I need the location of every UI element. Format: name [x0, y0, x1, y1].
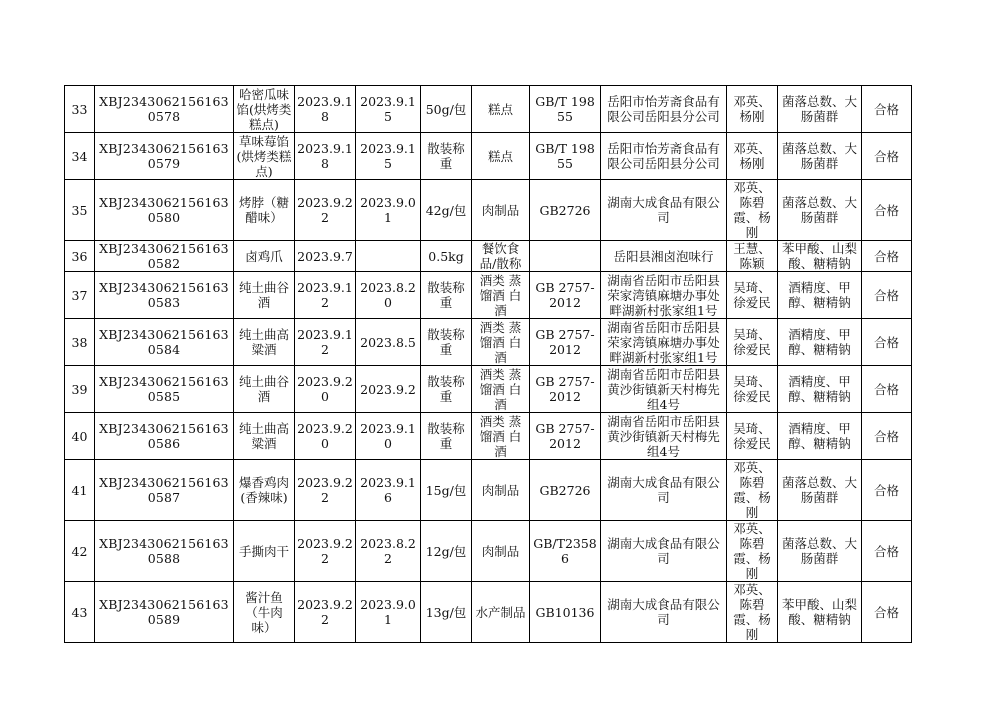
cell-company: 湖南大成食品有限公司: [601, 460, 727, 521]
cell-sampler: 吴琦、徐爱民: [727, 413, 778, 460]
cell-no: 41: [65, 460, 95, 521]
cell-spec: 散装称重: [421, 413, 472, 460]
cell-no: 37: [65, 272, 95, 319]
table-row: [65, 180, 912, 241]
cell-code: XBJ23430621561630589: [95, 582, 234, 643]
cell-name: 酱汁鱼（牛肉味）: [234, 582, 295, 643]
cell-company: 湖南省岳阳市岳阳县黄沙街镇新天村梅先组4号: [601, 413, 727, 460]
cell-code: XBJ23430621561630586: [95, 413, 234, 460]
cell-sample-date: 2023.9.7: [295, 241, 356, 272]
cell-spec: 0.5kg: [421, 241, 472, 272]
cell-sampler: 吴琦、徐爱民: [727, 272, 778, 319]
cell-company: 湖南大成食品有限公司: [601, 582, 727, 643]
cell-code: XBJ23430621561630582: [95, 241, 234, 272]
cell-items: 菌落总数、大肠菌群: [778, 460, 862, 521]
cell-company: 岳阳市怡芳斋食品有限公司岳阳县分公司: [601, 86, 727, 133]
cell-items: 酒精度、甲醇、糖精钠: [778, 366, 862, 413]
cell-prod-date: 2023.9.15: [356, 86, 421, 133]
cell-name: 手撕肉干: [234, 521, 295, 582]
cell-spec: 50g/包: [421, 86, 472, 133]
cell-company: 湖南省岳阳市岳阳县黄沙街镇新天村梅先组4号: [601, 366, 727, 413]
cell-company: 湖南省岳阳市岳阳县荣家湾镇麻塘办事处畔湖新村张家组1号: [601, 319, 727, 366]
cell-result: 合格: [862, 582, 912, 643]
cell-company: 岳阳市怡芳斋食品有限公司岳阳县分公司: [601, 133, 727, 180]
cell-items: 酒精度、甲醇、糖精钠: [778, 319, 862, 366]
cell-sampler: 邓英、陈碧霞、杨刚: [727, 582, 778, 643]
table-row: [65, 86, 912, 133]
cell-spec: 散装称重: [421, 366, 472, 413]
cell-code: XBJ23430621561630583: [95, 272, 234, 319]
cell-sampler: 邓英、陈碧霞、杨刚: [727, 460, 778, 521]
cell-prod-date: 2023.9.01: [356, 582, 421, 643]
table-row: [65, 241, 912, 272]
cell-standard: GB/T23586: [530, 521, 601, 582]
cell-category: 酒类 蒸馏酒 白酒: [472, 319, 530, 366]
cell-code: XBJ23430621561630585: [95, 366, 234, 413]
cell-standard: GB 2757-2012: [530, 272, 601, 319]
cell-category: 糕点: [472, 133, 530, 180]
cell-name: 纯土曲高粱酒: [234, 413, 295, 460]
cell-name: 纯土曲高粱酒: [234, 319, 295, 366]
cell-no: 38: [65, 319, 95, 366]
cell-result: 合格: [862, 133, 912, 180]
cell-result: 合格: [862, 521, 912, 582]
cell-sample-date: 2023.9.22: [295, 460, 356, 521]
cell-category: 糕点: [472, 86, 530, 133]
cell-items: 菌落总数、大肠菌群: [778, 180, 862, 241]
cell-items: 苯甲酸、山梨酸、糖精钠: [778, 241, 862, 272]
table-row: [65, 366, 912, 413]
cell-sampler: 邓英、陈碧霞、杨刚: [727, 521, 778, 582]
cell-sampler: 邓英、杨刚: [727, 133, 778, 180]
table-row: [65, 133, 912, 180]
cell-standard: GB/T 19855: [530, 86, 601, 133]
cell-category: 餐饮食品/散称: [472, 241, 530, 272]
cell-code: XBJ23430621561630579: [95, 133, 234, 180]
cell-spec: 散装称重: [421, 319, 472, 366]
cell-no: 33: [65, 86, 95, 133]
cell-result: 合格: [862, 86, 912, 133]
cell-name: 纯土曲谷酒: [234, 366, 295, 413]
cell-standard: GB2726: [530, 460, 601, 521]
cell-company: 湖南大成食品有限公司: [601, 180, 727, 241]
cell-no: 40: [65, 413, 95, 460]
table-row: [65, 413, 912, 460]
cell-company: 湖南省岳阳市岳阳县荣家湾镇麻塘办事处畔湖新村张家组1号: [601, 272, 727, 319]
cell-prod-date: 2023.9.2: [356, 366, 421, 413]
cell-name: 纯土曲谷酒: [234, 272, 295, 319]
cell-sampler: 邓英、杨刚: [727, 86, 778, 133]
cell-prod-date: 2023.9.01: [356, 180, 421, 241]
cell-no: 39: [65, 366, 95, 413]
cell-code: XBJ23430621561630578: [95, 86, 234, 133]
cell-sample-date: 2023.9.20: [295, 413, 356, 460]
cell-category: 肉制品: [472, 460, 530, 521]
cell-name: 爆香鸡肉(香辣味): [234, 460, 295, 521]
cell-prod-date: 2023.8.20: [356, 272, 421, 319]
cell-items: 苯甲酸、山梨酸、糖精钠: [778, 582, 862, 643]
table-row: [65, 521, 912, 582]
cell-prod-date: 2023.8.5: [356, 319, 421, 366]
cell-result: 合格: [862, 366, 912, 413]
cell-sampler: 吴琦、徐爱民: [727, 319, 778, 366]
cell-no: 36: [65, 241, 95, 272]
cell-standard: GB 2757-2012: [530, 319, 601, 366]
cell-items: 菌落总数、大肠菌群: [778, 521, 862, 582]
cell-sample-date: 2023.9.12: [295, 272, 356, 319]
cell-result: 合格: [862, 180, 912, 241]
table-row: [65, 272, 912, 319]
cell-result: 合格: [862, 241, 912, 272]
cell-sample-date: 2023.9.18: [295, 86, 356, 133]
cell-sampler: 吴琦、徐爱民: [727, 366, 778, 413]
cell-spec: 42g/包: [421, 180, 472, 241]
cell-no: 35: [65, 180, 95, 241]
cell-code: XBJ23430621561630587: [95, 460, 234, 521]
cell-no: 42: [65, 521, 95, 582]
cell-category: 酒类 蒸馏酒 白酒: [472, 272, 530, 319]
cell-code: XBJ23430621561630588: [95, 521, 234, 582]
cell-items: 菌落总数、大肠菌群: [778, 133, 862, 180]
table-row: [65, 582, 912, 643]
cell-name: 烤脖（糖醋味）: [234, 180, 295, 241]
cell-spec: 散装称重: [421, 133, 472, 180]
cell-sample-date: 2023.9.22: [295, 521, 356, 582]
cell-company: 湖南大成食品有限公司: [601, 521, 727, 582]
cell-no: 43: [65, 582, 95, 643]
cell-code: XBJ23430621561630580: [95, 180, 234, 241]
cell-category: 酒类 蒸馏酒 白酒: [472, 413, 530, 460]
cell-prod-date: [356, 241, 421, 272]
cell-category: 水产制品: [472, 582, 530, 643]
cell-items: 酒精度、甲醇、糖精钠: [778, 272, 862, 319]
cell-name: 草味莓馅(烘烤类糕点): [234, 133, 295, 180]
cell-sample-date: 2023.9.22: [295, 180, 356, 241]
cell-prod-date: 2023.9.15: [356, 133, 421, 180]
cell-standard: [530, 241, 601, 272]
table-body: [65, 86, 912, 643]
cell-items: 酒精度、甲醇、糖精钠: [778, 413, 862, 460]
cell-code: XBJ23430621561630584: [95, 319, 234, 366]
cell-name: 哈密瓜味馅(烘烤类糕点): [234, 86, 295, 133]
cell-prod-date: 2023.8.22: [356, 521, 421, 582]
cell-prod-date: 2023.9.10: [356, 413, 421, 460]
cell-standard: GB10136: [530, 582, 601, 643]
cell-result: 合格: [862, 460, 912, 521]
cell-items: 菌落总数、大肠菌群: [778, 86, 862, 133]
cell-category: 肉制品: [472, 521, 530, 582]
cell-sample-date: 2023.9.12: [295, 319, 356, 366]
cell-standard: GB/T 19855: [530, 133, 601, 180]
cell-category: 肉制品: [472, 180, 530, 241]
cell-no: 34: [65, 133, 95, 180]
cell-company: 岳阳县湘卤泡味行: [601, 241, 727, 272]
inspection-results-table: [64, 85, 912, 643]
cell-sampler: 王慧、陈颖: [727, 241, 778, 272]
cell-standard: GB 2757-2012: [530, 366, 601, 413]
cell-sample-date: 2023.9.18: [295, 133, 356, 180]
cell-standard: GB 2757-2012: [530, 413, 601, 460]
table-row: [65, 460, 912, 521]
cell-result: 合格: [862, 413, 912, 460]
cell-sampler: 邓英、陈碧霞、杨刚: [727, 180, 778, 241]
cell-category: 酒类 蒸馏酒 白酒: [472, 366, 530, 413]
cell-standard: GB2726: [530, 180, 601, 241]
cell-sample-date: 2023.9.22: [295, 582, 356, 643]
cell-spec: 12g/包: [421, 521, 472, 582]
cell-sample-date: 2023.9.20: [295, 366, 356, 413]
table-row: [65, 319, 912, 366]
cell-prod-date: 2023.9.16: [356, 460, 421, 521]
cell-spec: 13g/包: [421, 582, 472, 643]
cell-spec: 15g/包: [421, 460, 472, 521]
cell-name: 卤鸡爪: [234, 241, 295, 272]
cell-result: 合格: [862, 319, 912, 366]
cell-result: 合格: [862, 272, 912, 319]
cell-spec: 散装称重: [421, 272, 472, 319]
